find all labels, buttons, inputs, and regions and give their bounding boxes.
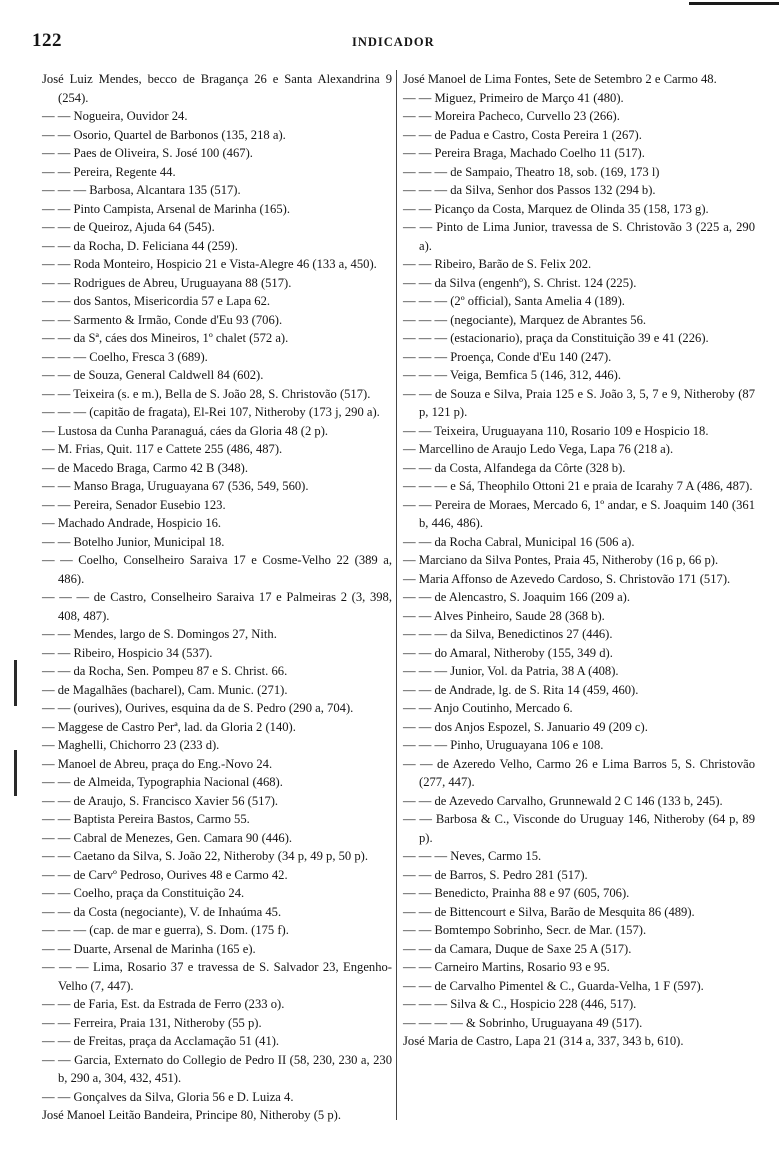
directory-entry: — — — da Silva, Benedictinos 27 (446). — [403, 627, 613, 641]
directory-entry: — — de Padua e Castro, Costa Pereira 1 (267). — [403, 127, 642, 142]
directory-entry: — — — (capitão de fragata), El-Rei 107, Nitheroby (173 j, 290 a). — [42, 405, 380, 419]
directory-entry: — Lustosa da Cunha Paranaguá, cáes da Gloria 48 (2 p). — [42, 423, 329, 438]
directory-entry: — Machado Andrade, Hospicio 16. — [42, 516, 222, 530]
directory-entry: — — Alves Pinheiro, Saude 28 (368 b). — [403, 608, 605, 623]
directory-entry: — — de Bittencourt e Silva, Barão de Mesquita 86 (489). — [403, 904, 695, 919]
directory-entry: — — Caetano da Silva, S. João 22, Nitheroby (34 p, 49 p, 50 p). — [42, 849, 368, 863]
directory-entry: — Maghelli, Chichorro 23 (233 d). — [42, 738, 220, 752]
directory-entry: — — Paes de Oliveira, S. José 100 (467). — [42, 146, 253, 160]
directory-entry: — — da Silva (engenhº), S. Christ. 124 (225). — [403, 275, 637, 290]
directory-entry: — — — Barbosa, Alcantara 135 (517). — [42, 183, 241, 197]
directory-entry: — — Pereira Braga, Machado Coelho 11 (517). — [403, 146, 645, 160]
directory-entry: — — de Azevedo Carvalho, Grunnewald 2 C 146 (133 b, 245). — [403, 793, 723, 808]
directory-entry: — — Garcia, Externato do Collegio de Pedro II (58, 230, 230 a, 230 b, 290 a, 304, 432, 451). — [42, 1052, 392, 1085]
directory-entry: — — Pereira de Moraes, Mercado 6, 1º andar, e S. Joaquim 140 (361 b, 446, 486). — [403, 497, 755, 530]
directory-entry: — Maggese de Castro Perª, lad. da Gloria 2 (140). — [42, 719, 296, 734]
directory-entry: — — (ourives), Ourives, esquina da de S. Pedro (290 a, 704). — [42, 701, 354, 715]
directory-entry: — — Gonçalves da Silva, Gloria 56 e D. Luiza 4. — [42, 1089, 294, 1104]
directory-entry: — — Coelho, praça da Constituição 24. — [42, 886, 245, 900]
directory-entry: — M. Frias, Quit. 117 e Cattete 255 (486, 487). — [42, 442, 283, 456]
directory-entry: — — de Araujo, S. Francisco Xavier 56 (517). — [42, 793, 279, 808]
margin-mark — [14, 660, 17, 706]
directory-entry: — — Pinto de Lima Junior, travessa de S. Christovão 3 (225 a, 290 a). — [403, 220, 755, 253]
directory-entry: — — — Proença, Conde d'Eu 140 (247). — [403, 349, 612, 364]
directory-entry: — — de Freitas, praça da Acclamação 51 (41). — [42, 1034, 280, 1048]
directory-entry: — — Osorio, Quartel de Barbonos (135, 218 a). — [42, 127, 286, 142]
directory-entry: — — Miguez, Primeiro de Março 41 (480). — [403, 90, 624, 105]
directory-entry: — — — — & Sobrinho, Uruguayana 49 (517). — [403, 1015, 643, 1030]
directory-entry: — — — Neves, Carmo 15. — [403, 849, 542, 863]
directory-entry: — — Pereira, Regente 44. — [42, 164, 176, 179]
directory-entry: — — Barbosa & C., Visconde do Uruguay 146, Nitheroby (64 p, 89 p). — [403, 812, 755, 845]
directory-entry: — — Ferreira, Praia 131, Nitheroby (55 p). — [42, 1015, 262, 1030]
directory-entry: — — Sarmento & Irmão, Conde d'Eu 93 (706). — [42, 312, 283, 327]
directory-entry: — — Teixeira, Uruguayana 110, Rosario 109 e Hospicio 18. — [403, 423, 709, 438]
directory-entry: — — — (cap. de mar e guerra), S. Dom. (175 f). — [42, 923, 289, 937]
directory-entry: — — Manso Braga, Uruguayana 67 (536, 549, 560). — [42, 479, 309, 493]
directory-entry: — — de Azeredo Velho, Carmo 26 e Lima Barros 5, S. Christovão (277, 447). — [403, 756, 755, 789]
directory-entry: — — de Alencastro, S. Joaquim 166 (209 a). — [403, 590, 631, 604]
directory-entry: — — de Andrade, lg. de S. Rita 14 (459, 460). — [403, 682, 639, 697]
column-divider — [396, 70, 397, 1120]
directory-entry: José Manoel de Lima Fontes, Sete de Setembro 2 e Carmo 48. — [403, 72, 717, 86]
directory-entry: — — Duarte, Arsenal de Marinha (165 e). — [42, 941, 256, 956]
directory-entry: — — Ribeiro, Hospicio 34 (537). — [42, 645, 213, 660]
directory-entry: — — Rodrigues de Abreu, Uruguayana 88 (517). — [42, 275, 292, 290]
page-number: 122 — [32, 30, 62, 51]
directory-entry: — — — e Sá, Theophilo Ottoni 21 e praia de Icarahy 7 A (486, 487). — [403, 479, 753, 493]
directory-entry: — Marciano da Silva Pontes, Praia 45, Nitheroby (16 p, 66 p). — [403, 553, 719, 567]
directory-entry: — — Pinto Campista, Arsenal de Marinha (165). — [42, 201, 290, 216]
directory-entry: — — da Rocha, D. Feliciana 44 (259). — [42, 238, 238, 253]
directory-entry: — — Teixeira (s. e m.), Bella de S. João 28, S. Christovão (517). — [42, 386, 371, 401]
directory-entry: — — — (2º official), Santa Amelia 4 (189). — [403, 294, 625, 308]
directory-entry: — de Macedo Braga, Carmo 42 B (348). — [42, 460, 248, 475]
page-header — [32, 30, 739, 54]
directory-entry: — — — Pinho, Uruguayana 106 e 108. — [403, 738, 604, 752]
directory-entry: — — Cabral de Menezes, Gen. Camara 90 (446). — [42, 830, 293, 845]
directory-entry: — — dos Santos, Misericordia 57 e Lapa 62. — [42, 294, 271, 308]
directory-entry: — — — Junior, Vol. da Patria, 38 A (408). — [403, 664, 619, 678]
directory-entry: — — — Lima, Rosario 37 e travessa de S. Salvador 23, Engenho-Velho (7, 447). — [42, 960, 392, 993]
directory-entry: — — da Costa, Alfandega da Côrte (328 b). — [403, 460, 626, 475]
directory-entry: — — da Costa (negociante), V. de Inhaúma 45. — [42, 904, 282, 919]
directory-entry: José Manoel Leitão Bandeira, Principe 80, Nitheroby (5 p). — [42, 1108, 342, 1122]
directory-entry: — — Coelho, Conselheiro Saraiva 17 e Cosme-Velho 22 (389 a, 486). — [42, 553, 392, 586]
directory-entry: — — Benedicto, Prainha 88 e 97 (605, 706). — [403, 886, 630, 900]
directory-entry: — — Anjo Coutinho, Mercado 6. — [403, 701, 573, 715]
right-column — [403, 70, 755, 1051]
directory-entry: — — — da Silva, Senhor dos Passos 132 (294 b). — [403, 183, 656, 197]
directory-entry: — Marcellino de Araujo Ledo Vega, Lapa 76 (218 a). — [403, 442, 674, 456]
directory-entry: — — — (negociante), Marquez de Abrantes 56. — [403, 312, 647, 327]
directory-entry: — — de Souza, General Caldwell 84 (602). — [42, 368, 264, 382]
directory-entry: — — de Barros, S. Pedro 281 (517). — [403, 867, 588, 882]
left-column — [42, 70, 392, 1125]
directory-entry: — — Ribeiro, Barão de S. Felix 202. — [403, 257, 592, 271]
directory-entry: — — Bomtempo Sobrinho, Secr. de Mar. (157). — [403, 923, 647, 937]
directory-entry: — Maria Affonso de Azevedo Cardoso, S. Christovão 171 (517). — [403, 571, 731, 586]
running-head: INDICADOR — [352, 35, 435, 49]
directory-entry: — — Mendes, largo de S. Domingos 27, Nith. — [42, 627, 277, 641]
directory-entry: — — de Almeida, Typographia Nacional (468). — [42, 775, 283, 789]
directory-entry: — — Pereira, Senador Eusebio 123. — [42, 497, 226, 512]
directory-entry: — — — de Castro, Conselheiro Saraiva 17 e Palmeiras 2 (3, 398, 408, 487). — [42, 590, 392, 623]
directory-entry: — — de Queiroz, Ajuda 64 (545). — [42, 220, 215, 234]
directory-entry: — — — Silva & C., Hospicio 228 (446, 517). — [403, 997, 637, 1011]
directory-entry: — — — (estacionario), praça da Constituição 39 e 41 (226). — [403, 331, 709, 345]
directory-entry: — — de Carvalho Pimentel & C., Guarda-Velha, 1 F (597). — [403, 978, 704, 993]
directory-entry: — — Moreira Pacheco, Curvello 23 (266). — [403, 109, 620, 123]
directory-entry: — — da Rocha, Sen. Pompeu 87 e S. Christ. 66. — [42, 664, 288, 678]
corner-rule — [689, 2, 779, 5]
directory-entry: — — Picanço da Costa, Marquez de Olinda 35 (158, 173 g). — [403, 201, 709, 216]
directory-entry: — de Magalhães (bacharel), Cam. Munic. (271). — [42, 682, 288, 697]
directory-entry: — — da Camara, Duque de Saxe 25 A (517). — [403, 941, 632, 956]
directory-entry: José Maria de Castro, Lapa 21 (314 a, 337, 343 b, 610). — [403, 1034, 684, 1048]
directory-entry: — — do Amaral, Nitheroby (155, 349 d). — [403, 645, 613, 660]
directory-entry: — — dos Anjos Espozel, S. Januario 49 (209 c). — [403, 719, 648, 734]
margin-mark — [14, 750, 17, 796]
directory-entry: — — Roda Monteiro, Hospicio 21 e Vista-Alegre 46 (133 a, 450). — [42, 257, 377, 271]
directory-entry: — — da Rocha Cabral, Municipal 16 (506 a). — [403, 534, 635, 549]
directory-entry: — — — Veiga, Bemfica 5 (146, 312, 446). — [403, 368, 622, 382]
directory-entry: José Luiz Mendes, becco de Bragança 26 e Santa Alexandrina 9 (254). — [42, 72, 392, 105]
directory-entry: — — Nogueira, Ouvidor 24. — [42, 109, 188, 123]
directory-entry: — — de Souza e Silva, Praia 125 e S. João 3, 5, 7 e 9, Nitheroby (87 p, 121 p). — [403, 386, 755, 419]
directory-entry: — — de Faria, Est. da Estrada de Ferro (233 o). — [42, 997, 285, 1011]
directory-entry: — Manoel de Abreu, praça do Eng.-Novo 24. — [42, 756, 273, 771]
directory-entry: — — — de Sampaio, Theatro 18, sob. (169, 173 l) — [403, 164, 660, 179]
directory-entry: — — da Sª, cáes dos Mineiros, 1º chalet (572 a). — [42, 331, 289, 345]
directory-entry: — — Carneiro Martins, Rosario 93 e 95. — [403, 960, 610, 974]
directory-entry: — — Baptista Pereira Bastos, Carmo 55. — [42, 812, 250, 826]
directory-entry: — — de Carvº Pedroso, Ourives 48 e Carmo 42. — [42, 867, 288, 882]
directory-entry: — — — Coelho, Fresca 3 (689). — [42, 349, 208, 364]
directory-entry: — — Botelho Junior, Municipal 18. — [42, 534, 225, 549]
